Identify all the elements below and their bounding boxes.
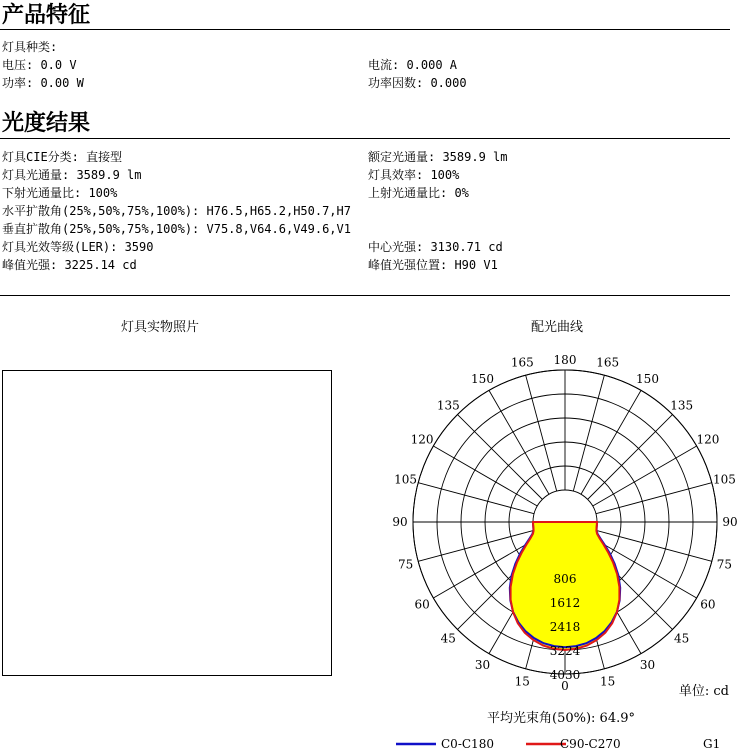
angle-label: 135 (670, 398, 694, 413)
angle-label: 105 (394, 472, 418, 487)
product-section-title: 产品特征 (2, 3, 91, 28)
grid-spoke (418, 483, 534, 514)
photometric-section-title: 光度结果 (2, 111, 91, 136)
upward-flux-ratio: 上射光通量比: 0% (368, 186, 469, 200)
peak-intensity: 峰值光强: 3225.14 cd (2, 258, 137, 272)
angle-label: 15 (600, 674, 616, 689)
vertical-spread: 垂直扩散角(25%,50%,75%,100%): V75.8,V64.6,V49.6,V1 (2, 222, 351, 236)
downward-flux-ratio: 下射光通量比: 100% (2, 186, 118, 200)
grid-spoke (526, 375, 557, 491)
legend-label-g1: G1 (703, 737, 721, 751)
angle-label: 150 (471, 372, 494, 387)
angle-label: 90 (722, 515, 738, 529)
luminaire-flux: 灯具光通量: 3589.9 lm (2, 168, 142, 182)
angle-label: 45 (440, 631, 456, 646)
angle-label: 15 (514, 674, 530, 689)
angle-label: 60 (700, 597, 716, 612)
grid-spoke (573, 375, 604, 491)
angle-label: 165 (510, 355, 534, 370)
angle-label: 180 (553, 353, 577, 367)
angle-label: 75 (397, 557, 414, 572)
angle-label: 45 (674, 631, 690, 646)
angle-label: 30 (474, 657, 491, 672)
polar-legend (396, 737, 720, 751)
center-intensity: 中心光强: 3130.71 cd (368, 240, 503, 254)
photo-caption: 灯具实物照片 (121, 320, 200, 335)
beam-angle-label: 平均光束角(50%): 64.9° (487, 711, 635, 726)
grid-spoke (596, 530, 712, 561)
legend-label-c0-c180: C0-C180 (441, 737, 494, 751)
angle-label: 120 (410, 432, 434, 447)
angle-label: 75 (716, 557, 733, 572)
rated-flux: 额定光通量: 3589.9 lm (368, 150, 508, 164)
voltage: 电压: 0.0 V (2, 58, 77, 72)
ler: 灯具光效等级(LER): 3590 (2, 240, 154, 254)
horizontal-spread: 水平扩散角(25%,50%,75%,100%): H76.5,H65.2,H50.7,H7 (2, 204, 351, 218)
grid-spoke (458, 415, 543, 500)
angle-label: 150 (636, 372, 659, 387)
angle-label: 0 (561, 679, 569, 693)
grid-spoke (418, 530, 534, 561)
grid-spoke (588, 415, 673, 500)
radial-tick-label: 3224 (549, 644, 581, 658)
radial-tick-label: 2418 (549, 620, 581, 634)
grid-spoke (596, 483, 712, 514)
angle-label: 105 (712, 472, 736, 487)
power-factor: 功率因数: 0.000 (368, 76, 467, 90)
cie-class: 灯具CIE分类: 直接型 (2, 150, 123, 164)
angle-label: 30 (639, 657, 656, 672)
angle-label: 135 (436, 398, 460, 413)
luminaire-efficiency: 灯具效率: 100% (368, 168, 460, 182)
angle-label: 165 (596, 355, 620, 370)
angle-label: 60 (414, 597, 430, 612)
power: 功率: 0.00 W (2, 76, 84, 90)
peak-position: 峰值光强位置: H90 V1 (368, 258, 498, 272)
radial-tick-label: 4030 (549, 668, 581, 682)
luminaire-type: 灯具种类: (2, 40, 58, 54)
unit-label: 单位: cd (678, 684, 729, 699)
current: 电流: 0.000 A (368, 58, 458, 72)
radial-tick-label: 806 (553, 572, 577, 586)
radial-tick-label: 1612 (549, 596, 581, 610)
angle-label: 90 (392, 515, 408, 529)
angle-label: 120 (696, 432, 720, 447)
legend-label-c90-c270: C90-C270 (560, 737, 621, 751)
chart-caption: 配光曲线 (531, 320, 584, 335)
